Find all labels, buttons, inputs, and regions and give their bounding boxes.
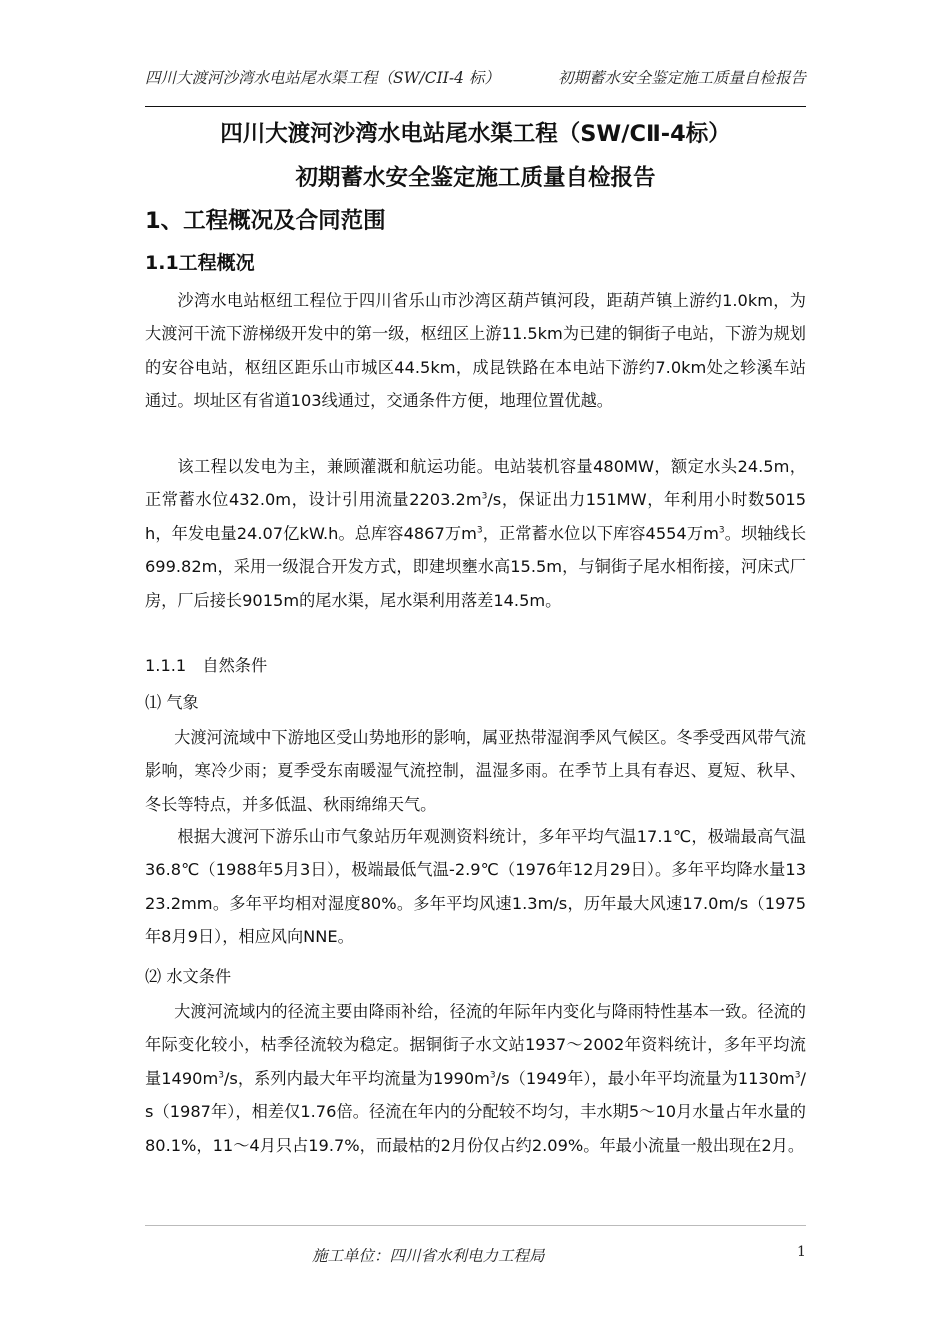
superscript: 3 xyxy=(218,1070,224,1081)
footer-divider xyxy=(145,1225,806,1226)
text-run: /s（1987年），相差仅1.76倍。径流在年内的分配较不均匀，丰水期5～10月水量占年水量的80.1%，11～4月只占19.7%，而最枯的2月份仅占约2.09%。年最小流量一般出现在2月。 xyxy=(145,1068,806,1155)
superscript: 3 xyxy=(718,525,725,536)
subsection-natural-conditions: 1.1.1 自然条件 xyxy=(145,656,268,675)
text-run: 。坝轴线长699.82m，采用一级混合开发方式，即建坝壅水高15.5m，与铜街子尾水相衔接，河床式厂房，厂后接长9015m的尾水渠，尾水渠利用落差14.5m。 xyxy=(145,523,807,610)
superscript: 3 xyxy=(489,1070,496,1081)
paragraph-location: 沙湾水电站枢纽工程位于四川省乐山市沙湾区葫芦镇河段，距葫芦镇上游约1.0km，为大渡河干流下游梯级开发中的第一级，枢纽区上游11.5km为已建的铜街子电站，下游为规划的安谷电站，枢纽区距乐山市城区44.5km，成昆铁路在本电站下游约7.0km处之轸溪车站通过。坝址区有省道103线通过，交通条件方便，地理位置优越。 xyxy=(145,291,806,411)
text-run: ，正常蓄水位以下库容4554万m xyxy=(482,523,719,543)
section-heading-1: 1、工程概况及合同范围 xyxy=(145,208,386,234)
header-divider xyxy=(145,106,806,107)
subsection-hydrology: ⑵ 水文条件 xyxy=(145,967,232,986)
text-run: /s，保证出力151MW，年利用小时数5015h，年发电量24.07亿kW.h。总库容4867万m xyxy=(145,490,806,543)
header-right: 初期蓄水安全鉴定施工质量自检报告 xyxy=(557,69,806,87)
paragraph-climate: 大渡河流域中下游地区受山势地形的影响，属亚热带湿润季风气候区。冬季受西风带气流影响，寒冷少雨；夏季受东南暖湿气流控制，温湿多雨。在季节上具有春迟、夏短、秋早、冬长等特点，并多低温、秋雨绵绵天气。 xyxy=(145,728,806,814)
footer-construction-unit: 施工单位：四川省水利电力工程局 xyxy=(312,1247,545,1265)
text-run: /s（1949年），最小年平均流量为1130m xyxy=(495,1068,795,1088)
report-title-line2: 初期蓄水安全鉴定施工质量自检报告 xyxy=(295,165,656,191)
text-run: /s，系列内最大年平均流量为1990m xyxy=(223,1068,490,1088)
subsection-weather: ⑴ 气象 xyxy=(145,693,199,712)
section-heading-1-1: 1.1工程概况 xyxy=(145,252,255,274)
paragraph-project-params xyxy=(145,450,806,617)
superscript: 3 xyxy=(794,1070,801,1081)
paragraph-weather-stats: 根据大渡河下游乐山市气象站历年观测资料统计，多年平均气温17.1℃，极端最高气温36.8℃（1988年5月3日），极端最低气温-2.9℃（1976年12月29日）。多年平均降水量1323.2mm。多年平均相对湿度80%。多年平均风速1.3m/s，历年最大风速17.0m/s（1975年8月9日），相应风向NNE。 xyxy=(145,827,806,947)
text-run: 大渡河流域内的径流主要由降雨补给，径流的年际年内变化与降雨特性基本一致。径流的年际变化较小，枯季径流较为稳定。据铜街子水文站1937～2002年资料统计，多年平均流量1490m xyxy=(145,1002,806,1088)
paragraph-runoff xyxy=(145,995,806,1162)
page-number: 1 xyxy=(797,1244,806,1260)
report-title-line1: 四川大渡河沙湾水电站尾水渠工程（SW/CⅡ-4标） xyxy=(220,121,731,147)
superscript: 3 xyxy=(476,525,483,536)
header-left: 四川大渡河沙湾水电站尾水渠工程（SW/CII-4 标） xyxy=(145,69,500,87)
text-run: 该工程以发电为主，兼顾灌溉和航运功能。电站装机容量480MW，额定水头24.5m，正常蓄水位432.0m，设计引用流量2203.2m xyxy=(145,457,806,510)
page-header xyxy=(145,66,806,88)
superscript: 3 xyxy=(481,492,488,503)
